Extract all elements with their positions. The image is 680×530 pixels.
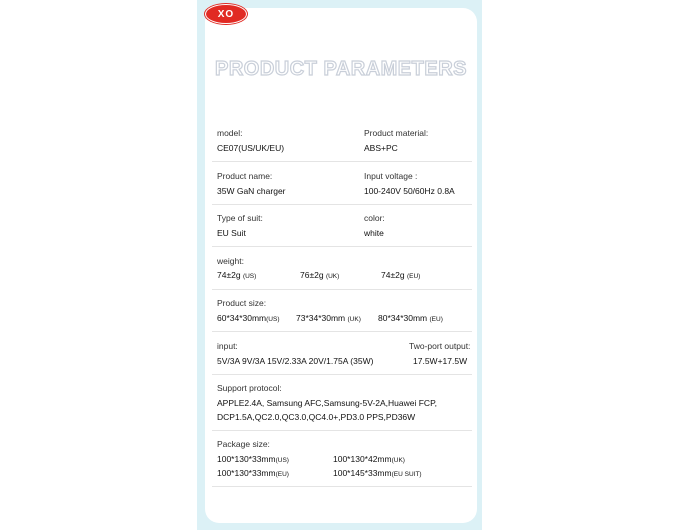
input-label: input: <box>217 341 238 351</box>
brand-logo: XO <box>205 4 247 24</box>
divider <box>212 374 472 375</box>
two-port-output-label: Two-port output: <box>409 341 471 351</box>
protocol-line-1: APPLE2.4A, Samsung AFC,Samsung-5V-2A,Huawei FCP, <box>217 398 438 408</box>
protocol-line-2: DCP1.5A,QC2.0,QC3.0,QC4.0+,PD3.0 PPS,PD36W <box>217 412 416 422</box>
weight-us: 74±2g (US) <box>217 270 257 280</box>
divider <box>212 246 472 247</box>
input-value: 5V/3A 9V/3A 15V/2.33A 20V/1.75A (35W) <box>217 356 374 366</box>
page-title: PRODUCT PARAMETERS <box>215 58 467 80</box>
weight-eu: 74±2g (EU) <box>381 270 421 280</box>
divider <box>212 289 472 290</box>
size-us: 60*34*30mm(US) <box>217 313 280 323</box>
package-eu: 100*130*33mm(EU) <box>217 468 289 478</box>
input-voltage-value: 100-240V 50/60Hz 0.8A <box>364 186 455 196</box>
package-uk: 100*130*42mm(UK) <box>333 454 405 464</box>
material-value: ABS+PC <box>364 143 398 153</box>
input-voltage-label: Input voltage : <box>364 171 418 181</box>
color-label: color: <box>364 213 385 223</box>
suit-type-label: Type of suit: <box>217 213 263 223</box>
suit-type-value: EU Suit <box>217 228 246 238</box>
protocol-label: Support protocol: <box>217 383 282 393</box>
size-uk: 73*34*30mm (UK) <box>296 313 361 323</box>
weight-uk: 76±2g (UK) <box>300 270 340 280</box>
package-size-label: Package size: <box>217 439 270 449</box>
divider <box>212 204 472 205</box>
model-label: model: <box>217 128 243 138</box>
product-name-value: 35W GaN charger <box>217 186 286 196</box>
package-eu-suit: 100*145*33mm(EU SUIT) <box>333 468 422 478</box>
color-value: white <box>364 228 384 238</box>
size-eu: 80*34*30mm (EU) <box>378 313 443 323</box>
two-port-output-value: 17.5W+17.5W <box>413 356 468 366</box>
model-value: CE07(US/UK/EU) <box>217 143 285 153</box>
divider <box>212 161 472 162</box>
material-label: Product material: <box>364 128 429 138</box>
package-us: 100*130*33mm(US) <box>217 454 289 464</box>
product-name-label: Product name: <box>217 171 273 181</box>
product-size-label: Product size: <box>217 298 267 308</box>
divider <box>212 331 472 332</box>
divider <box>212 486 472 487</box>
divider <box>212 430 472 431</box>
weight-label: weight: <box>217 256 244 266</box>
